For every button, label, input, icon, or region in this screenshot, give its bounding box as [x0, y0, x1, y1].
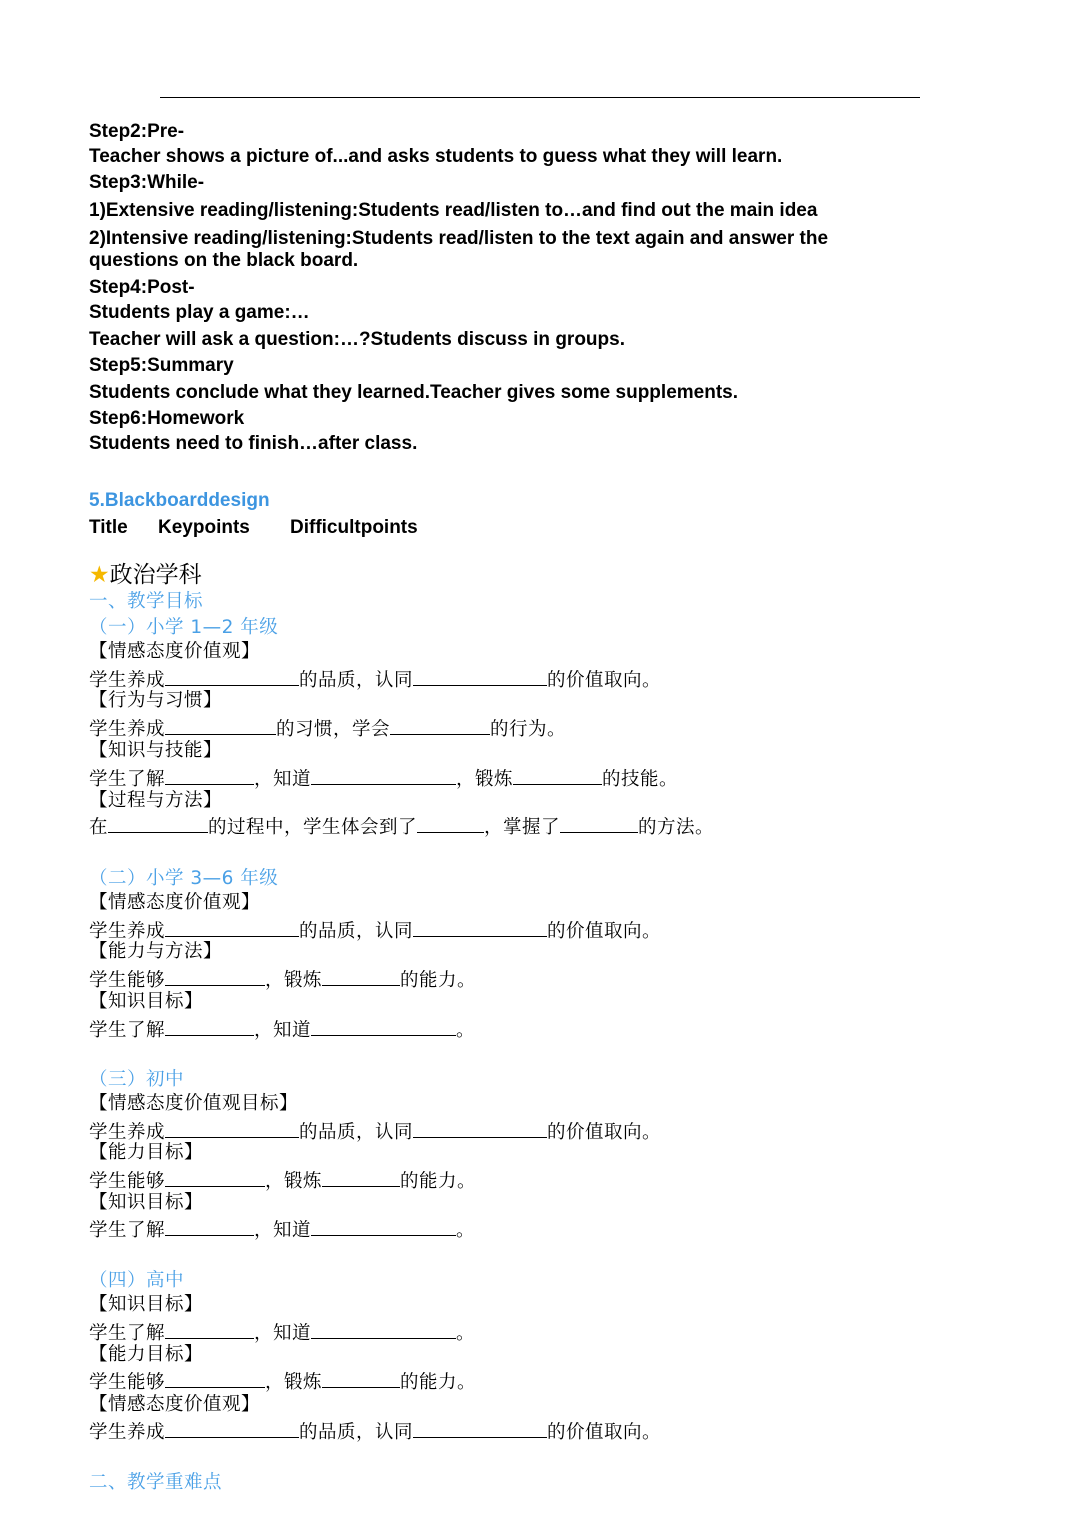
fill-blank [165, 1369, 265, 1388]
fill-blank [322, 1168, 400, 1187]
grade12-emotion-line: 学生养成 的品质，认同 的价值取向。 [89, 667, 661, 692]
fill-blank [165, 1320, 254, 1339]
step4-game: Students play a game:… [89, 302, 310, 323]
fill-blank [560, 814, 638, 833]
section1-heading: 一、教学目标 [89, 591, 204, 612]
grade12-heading: （一）小学 1—2 年级 [89, 617, 279, 638]
senior-emotion-label: 【情感态度价值观】 [89, 1394, 261, 1415]
senior-ability-label: 【能力目标】 [89, 1344, 204, 1365]
junior-ability-label: 【能力目标】 [89, 1142, 204, 1163]
senior-ability-line: 学生能够 ，锻炼 的能力。 [89, 1369, 476, 1394]
blackboard-col-title: Title [89, 517, 128, 538]
blackboard-col-difficultpoints: Difficultpoints [290, 517, 418, 538]
fill-blank [417, 814, 484, 833]
fill-blank [413, 1419, 547, 1438]
grade12-knowledge-label: 【知识与技能】 [89, 740, 223, 761]
section2-heading: 二、教学重难点 [89, 1472, 223, 1493]
grade36-heading: （二）小学 3—6 年级 [89, 868, 279, 889]
senior-emotion-line: 学生养成 的品质，认同 的价值取向。 [89, 1419, 661, 1444]
grade12-habit-label: 【行为与习惯】 [89, 690, 223, 711]
grade36-ability-label: 【能力与方法】 [89, 941, 223, 962]
step2-title: Step2:Pre- [89, 121, 185, 142]
step5-title: Step5:Summary [89, 355, 234, 376]
grade36-emotion-line: 学生养成 的品质，认同 的价值取向。 [89, 918, 661, 943]
fill-blank [108, 814, 208, 833]
junior-heading: （三）初中 [89, 1069, 185, 1090]
fill-blank [165, 1419, 299, 1438]
junior-knowledge-label: 【知识目标】 [89, 1192, 204, 1213]
step3-item1: 1)Extensive reading/listening:Students read/listen to…and find out the main idea [89, 200, 818, 221]
fill-blank [322, 1369, 400, 1388]
step2-desc: Teacher shows a picture of...and asks students to guess what they will learn. [89, 146, 783, 167]
fill-blank [165, 1168, 265, 1187]
step6-desc: Students need to finish…after class. [89, 433, 418, 454]
star-icon: ★ [89, 562, 110, 588]
step5-desc: Students conclude what they learned.Teacher gives some supplements. [89, 382, 738, 403]
junior-ability-line: 学生能够 ，锻炼 的能力。 [89, 1168, 476, 1193]
fill-blank [165, 967, 265, 986]
fill-blank [165, 1119, 299, 1138]
grade12-knowledge-line: 学生了解 ，知道 ，锻炼 的技能。 [89, 766, 678, 791]
fill-blank [311, 766, 456, 785]
fill-blank [311, 1320, 456, 1339]
fill-blank [413, 918, 547, 937]
grade12-process-label: 【过程与方法】 [89, 790, 223, 811]
fill-blank [311, 1017, 456, 1036]
senior-knowledge-label: 【知识目标】 [89, 1294, 204, 1315]
step4-question: Teacher will ask a question:…?Students discuss in groups. [89, 329, 625, 350]
junior-knowledge-line: 学生了解 ，知道 。 [89, 1217, 475, 1242]
fill-blank [165, 1017, 254, 1036]
blackboard-col-keypoints: Keypoints [158, 517, 250, 538]
header-rule [160, 97, 920, 98]
politics-title [89, 562, 202, 588]
grade36-knowledge-label: 【知识目标】 [89, 991, 204, 1012]
fill-blank [165, 716, 276, 735]
politics-title-text: 政治学科 [109, 562, 202, 588]
grade12-habit-line: 学生养成 的习惯，学会 的行为。 [89, 716, 566, 741]
grade36-ability-line: 学生能够 ，锻炼 的能力。 [89, 967, 476, 992]
step3-item2-line2: questions on the black board. [89, 250, 359, 271]
grade12-process-line: 在 的过程中，学生体会到了 ，掌握了 的方法。 [89, 814, 714, 839]
fill-blank [311, 1217, 456, 1236]
junior-emotion-label: 【情感态度价值观目标】 [89, 1093, 299, 1114]
step3-title: Step3:While- [89, 172, 205, 193]
fill-blank [413, 1119, 547, 1138]
fill-blank [322, 967, 400, 986]
blackboard-heading: 5.Blackboarddesign [89, 490, 270, 511]
step3-item2-line1: 2)Intensive reading/listening:Students read/listen to the text again and answer the [89, 228, 829, 249]
fill-blank [165, 667, 299, 686]
fill-blank [165, 918, 299, 937]
junior-emotion-line: 学生养成 的品质，认同 的价值取向。 [89, 1119, 661, 1144]
fill-blank [165, 1217, 254, 1236]
grade36-knowledge-line: 学生了解 ，知道 。 [89, 1017, 475, 1042]
fill-blank [513, 766, 602, 785]
senior-heading: （四）高中 [89, 1270, 185, 1291]
fill-blank [390, 716, 490, 735]
step6-title: Step6:Homework [89, 408, 245, 429]
senior-knowledge-line: 学生了解 ，知道 。 [89, 1320, 475, 1345]
step4-title: Step4:Post- [89, 277, 195, 298]
fill-blank [413, 667, 547, 686]
grade12-emotion-label: 【情感态度价值观】 [89, 641, 261, 662]
grade36-emotion-label: 【情感态度价值观】 [89, 892, 261, 913]
fill-blank [165, 766, 254, 785]
